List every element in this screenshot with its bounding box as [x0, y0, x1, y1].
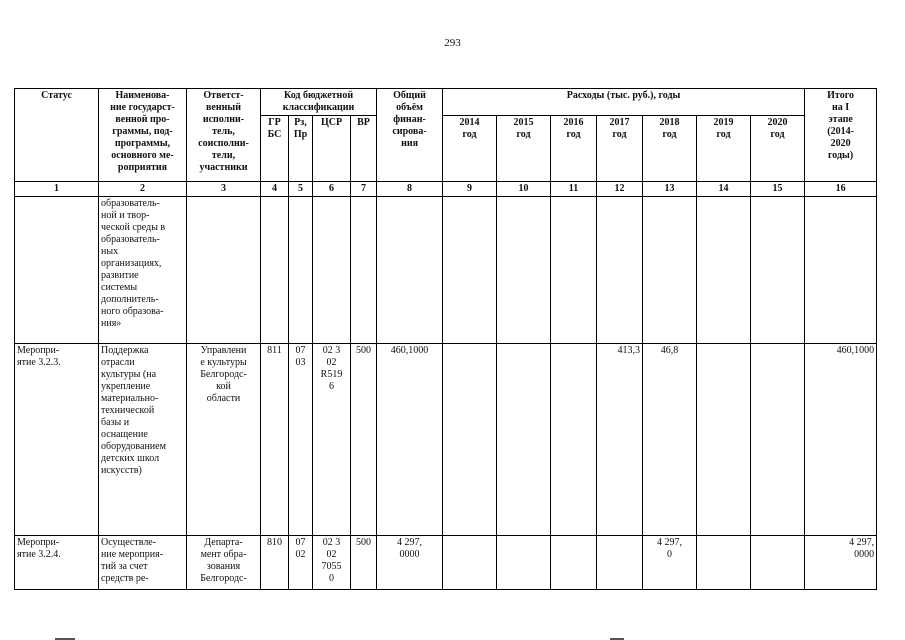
row-status: Меропри- ятие 3.2.4. [15, 536, 99, 590]
header-row-1 [15, 89, 877, 116]
column-number: 15 [751, 182, 805, 197]
header-csr: ЦСР [313, 116, 351, 182]
column-number: 9 [443, 182, 497, 197]
header-name: Наименова- ние государст- венной про- граммы, под- программы, основного ме- роприятия [99, 89, 187, 182]
table-row [15, 197, 877, 344]
row-year-2015 [497, 344, 551, 536]
table-row [15, 536, 877, 590]
row-year-2018: 4 297, 0 [643, 536, 697, 590]
header-grbs: ГР БС [261, 116, 289, 182]
row-status [15, 197, 99, 344]
header-year-2020: 2020 год [751, 116, 805, 182]
row-year-2017: 413,3 [597, 344, 643, 536]
column-number: 1 [15, 182, 99, 197]
row-year-2019 [697, 536, 751, 590]
column-number: 7 [351, 182, 377, 197]
header-rzpr: Рз, Пр [289, 116, 313, 182]
row-rzpr: 07 03 [289, 344, 313, 536]
header-vr: ВР [351, 116, 377, 182]
column-number: 6 [313, 182, 351, 197]
row-year-2018 [643, 197, 697, 344]
header-stage-total: Итого на I этапе (2014- 2020 годы) [805, 89, 877, 182]
header-expenses: Расходы (тыс. руб.), годы [443, 89, 805, 116]
row-csr: 02 3 02 R519 6 [313, 344, 351, 536]
header-year-2019: 2019 год [697, 116, 751, 182]
row-csr: 02 3 02 7055 0 [313, 536, 351, 590]
row-total: 4 297, 0000 [377, 536, 443, 590]
column-number: 4 [261, 182, 289, 197]
row-stage-total: 460,1000 [805, 344, 877, 536]
row-year-2018: 46,8 [643, 344, 697, 536]
row-grbs: 811 [261, 344, 289, 536]
row-grbs [261, 197, 289, 344]
column-number: 14 [697, 182, 751, 197]
row-name: Осуществле- ние мероприя- тий за счет средств ре- [99, 536, 187, 590]
row-year-2014 [443, 344, 497, 536]
row-year-2020 [751, 344, 805, 536]
row-vr: 500 [351, 536, 377, 590]
row-year-2019 [697, 344, 751, 536]
header-year-2016: 2016 год [551, 116, 597, 182]
header-year-2014: 2014 год [443, 116, 497, 182]
table-row [15, 344, 877, 536]
row-year-2016 [551, 344, 597, 536]
header-budget-code: Код бюджетной классификации [261, 89, 377, 116]
header-status: Статус [15, 89, 99, 182]
row-stage-total [805, 197, 877, 344]
row-total: 460,1000 [377, 344, 443, 536]
column-number: 11 [551, 182, 597, 197]
row-rzpr: 07 02 [289, 536, 313, 590]
column-number: 5 [289, 182, 313, 197]
row-status: Меропри- ятие 3.2.3. [15, 344, 99, 536]
row-csr [313, 197, 351, 344]
header-year-2018: 2018 год [643, 116, 697, 182]
row-year-2016 [551, 197, 597, 344]
header-responsible: Ответст- венный исполни- тель, соисполни- тели, участники [187, 89, 261, 182]
column-number: 2 [99, 182, 187, 197]
row-name: образователь- ной и твор- ческой среды в образователь- ных организациях, развитие системы дополнитель- ного образова- ния» [99, 197, 187, 344]
row-name: Поддержка отрасли культуры (на укрепление материально- технической базы и оснащение оборудованием детских школ искусств) [99, 344, 187, 536]
row-year-2019 [697, 197, 751, 344]
row-year-2020 [751, 536, 805, 590]
column-number: 3 [187, 182, 261, 197]
row-responsible: Департа- мент обра- зования Белгородс- [187, 536, 261, 590]
row-responsible [187, 197, 261, 344]
row-year-2017 [597, 197, 643, 344]
column-numbers-row [15, 182, 877, 197]
row-rzpr [289, 197, 313, 344]
row-stage-total: 4 297, 0000 [805, 536, 877, 590]
row-year-2015 [497, 197, 551, 344]
row-total [377, 197, 443, 344]
header-year-2017: 2017 год [597, 116, 643, 182]
row-year-2016 [551, 536, 597, 590]
row-vr: 500 [351, 344, 377, 536]
page-number: 293 [444, 37, 461, 49]
row-year-2014 [443, 197, 497, 344]
column-number: 16 [805, 182, 877, 197]
row-year-2014 [443, 536, 497, 590]
row-vr [351, 197, 377, 344]
header-year-2015: 2015 год [497, 116, 551, 182]
row-year-2015 [497, 536, 551, 590]
header-total-volume: Общий объём финан- сирова- ния [377, 89, 443, 182]
budget-table [14, 88, 877, 590]
row-year-2017 [597, 536, 643, 590]
row-year-2020 [751, 197, 805, 344]
row-grbs: 810 [261, 536, 289, 590]
column-number: 13 [643, 182, 697, 197]
column-number: 10 [497, 182, 551, 197]
column-number: 8 [377, 182, 443, 197]
row-responsible: Управлени е культуры Белгородс- кой области [187, 344, 261, 536]
column-number: 12 [597, 182, 643, 197]
